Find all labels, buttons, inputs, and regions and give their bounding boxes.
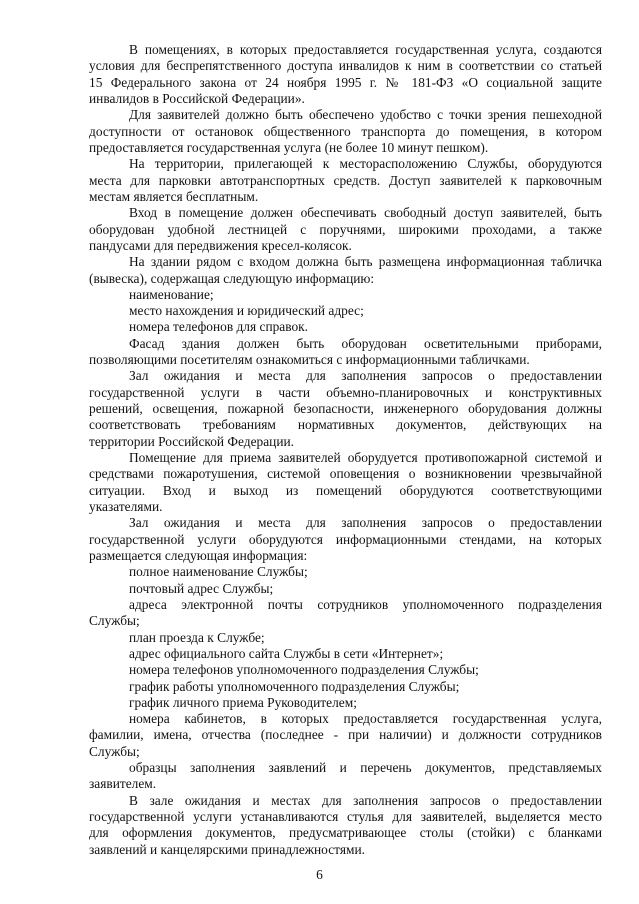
text-line: Зал ожидания и места для заполнения запросов о предоставлении	[129, 515, 602, 531]
text-line: доступности от остановок общественного транспорта до помещения, в котором	[89, 123, 602, 139]
text-line: На территории, прилегающей к месторасположению Службы, оборудуются	[129, 156, 602, 172]
text-line: Помещение для приема заявителей оборудуется противопожарной системой и	[129, 450, 602, 465]
text-line: образцы заполнения заявлений и перечень документов, представляемых	[129, 760, 602, 776]
text-line: Вход в помещение должен обеспечивать свободный доступ заявителей, быть	[129, 205, 602, 221]
text-line: полное наименование Службы;	[129, 564, 308, 580]
text-line: позволяющими посетителям ознакомиться с информационными табличками.	[89, 352, 530, 368]
text-line: соответствовать требованиям нормативных документов, действующих на	[89, 417, 602, 433]
text-line: план проезда к Службе;	[129, 629, 265, 645]
text-line: места для парковки автотранспортных средств. Доступ заявителей к парковочным	[89, 172, 602, 188]
text-line: государственной услуги устанавливаются стулья для заявителей, выделяется место	[89, 809, 602, 824]
text-line: Службы;	[89, 613, 140, 629]
text-line: размещается следующая информация:	[89, 547, 308, 563]
text-line: оборудован удобной лестницей с поручнями, широкими проходами, а также	[89, 221, 602, 237]
text-line: заявлений и канцелярскими принадлежностями.	[89, 841, 365, 857]
text-line: адрес официального сайта Службы в сети «Интернет»;	[129, 645, 444, 661]
text-line: наименование;	[129, 286, 214, 302]
text-line: (вывеска), содержащая следующую информацию:	[89, 270, 375, 286]
text-line: инвалидов в Российской Федерации».	[89, 91, 305, 106]
text-line: место нахождения и юридический адрес;	[129, 303, 364, 319]
text-line: пандусами для передвижения кресел-колясок.	[89, 237, 352, 253]
text-line: Службы;	[89, 743, 140, 759]
text-line: график личного приема Руководителем;	[129, 694, 357, 710]
text-line: Фасад здания должен быть оборудован осветительными приборами,	[129, 335, 602, 351]
text-line: почтовый адрес Службы;	[129, 580, 274, 596]
text-line: государственной услуги оборудуются информационными стендами, на которых	[89, 531, 602, 547]
text-line: государственной услуги в части объемно-планировочных и конструктивных	[89, 384, 602, 400]
text-line: фамилии, имена, отчества (последнее - при наличии) и должности сотрудников	[89, 727, 602, 743]
text-line: заявителем.	[89, 776, 157, 792]
text-line: указателями.	[89, 499, 163, 514]
text-line: номера кабинетов, в которых предоставляется государственная услуга,	[129, 711, 602, 727]
text-line: Для заявителей должно быть обеспечено удобство с точки зрения пешеходной	[129, 107, 602, 123]
text-line: ситуации. Вход и выход из помещений оборудуются соответствующими	[89, 482, 602, 498]
text-line: Зал ожидания и места для заполнения запросов о предоставлении	[129, 368, 602, 384]
text-line: для оформления документов, предусматривающее столы (стойки) с бланками	[89, 825, 602, 841]
text-line: адреса электронной почты сотрудников уполномоченного подразделения	[129, 596, 602, 612]
text-line: предоставляется государственная услуга (не более 10 минут пешком).	[89, 139, 489, 155]
text-line: график работы уполномоченного подразделения Службы;	[129, 678, 460, 694]
text-line: В помещениях, в которых предоставляется государственная услуга, создаются	[129, 42, 602, 57]
text-line: средствами пожаротушения, системой оповещения о возникновении чрезвычайной	[89, 466, 602, 482]
text-line: номера телефонов для справок.	[129, 319, 309, 335]
text-line: номера телефонов уполномоченного подразделения Службы;	[129, 662, 479, 678]
text-line: В зале ожидания и местах для заполнения запросов о предоставлении	[129, 792, 602, 808]
text-line: территории Российской Федерации.	[89, 433, 295, 449]
text-line: местам является бесплатным.	[89, 188, 259, 204]
text-line: На здании рядом с входом должна быть размещена информационная табличка	[129, 254, 602, 270]
text-line: 15 Федерального закона от 24 ноября 1995 г. № 181-ФЗ «О социальной защите	[89, 74, 602, 90]
text-line: условия для беспрепятственного доступа инвалидов к ним в соответствии со статьей	[89, 58, 602, 74]
text-line: решений, освещения, пожарной безопасности, инженерного оборудования должны	[89, 401, 602, 416]
page-number: 6	[316, 867, 323, 882]
